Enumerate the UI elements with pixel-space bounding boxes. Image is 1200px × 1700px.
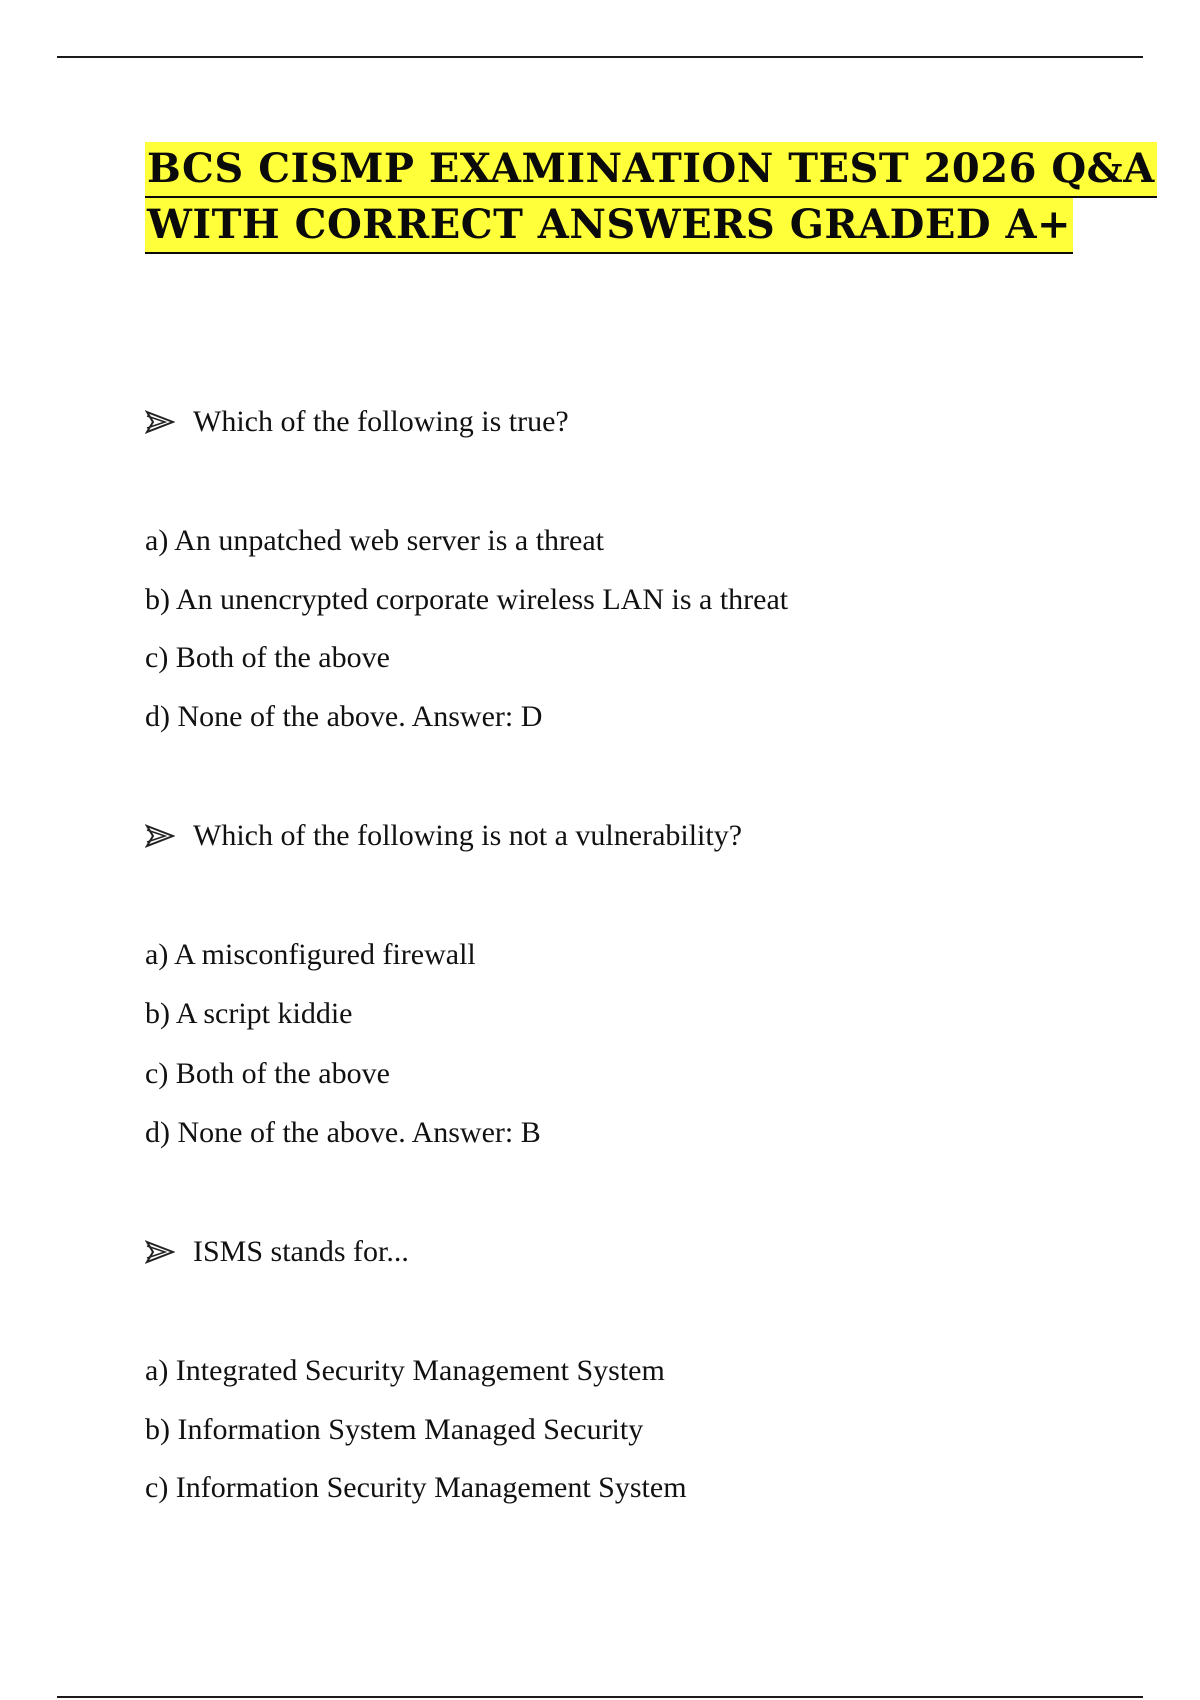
question-text: Which of the following is true? [193, 405, 569, 438]
question-text: ISMS stands for... [193, 1235, 409, 1268]
title-line-2: WITH CORRECT ANSWERS GRADED A+ [145, 198, 1073, 254]
option-1c: c) Both of the above [145, 641, 390, 674]
document-title [145, 142, 1155, 254]
arrow-bullet-icon [145, 821, 175, 851]
title-line-1: BCS CISMP EXAMINATION TEST 2026 Q&A [145, 142, 1157, 198]
option-2a: a) A misconfigured firewall [145, 938, 476, 971]
question-3 [145, 1234, 409, 1270]
option-3b: b) Information System Managed Security [145, 1413, 644, 1446]
question-2 [145, 818, 742, 854]
option-1b: b) An unencrypted corporate wireless LAN is a threat [145, 583, 789, 616]
option-2b: b) A script kiddie [145, 997, 353, 1030]
arrow-bullet-icon [145, 1237, 175, 1267]
option-2c: c) Both of the above [145, 1057, 390, 1090]
option-1d: d) None of the above. Answer: D [145, 700, 543, 733]
question-text: Which of the following is not a vulnerability? [193, 819, 743, 852]
option-2d: d) None of the above. Answer: B [145, 1116, 541, 1149]
question-1 [145, 404, 569, 440]
top-rule [57, 56, 1143, 58]
option-1a: a) An unpatched web server is a threat [145, 524, 604, 557]
bottom-rule [57, 1696, 1143, 1698]
option-3a: a) Integrated Security Management System [145, 1354, 665, 1387]
arrow-bullet-icon [145, 407, 175, 437]
option-3c: c) Information Security Management System [145, 1471, 687, 1504]
